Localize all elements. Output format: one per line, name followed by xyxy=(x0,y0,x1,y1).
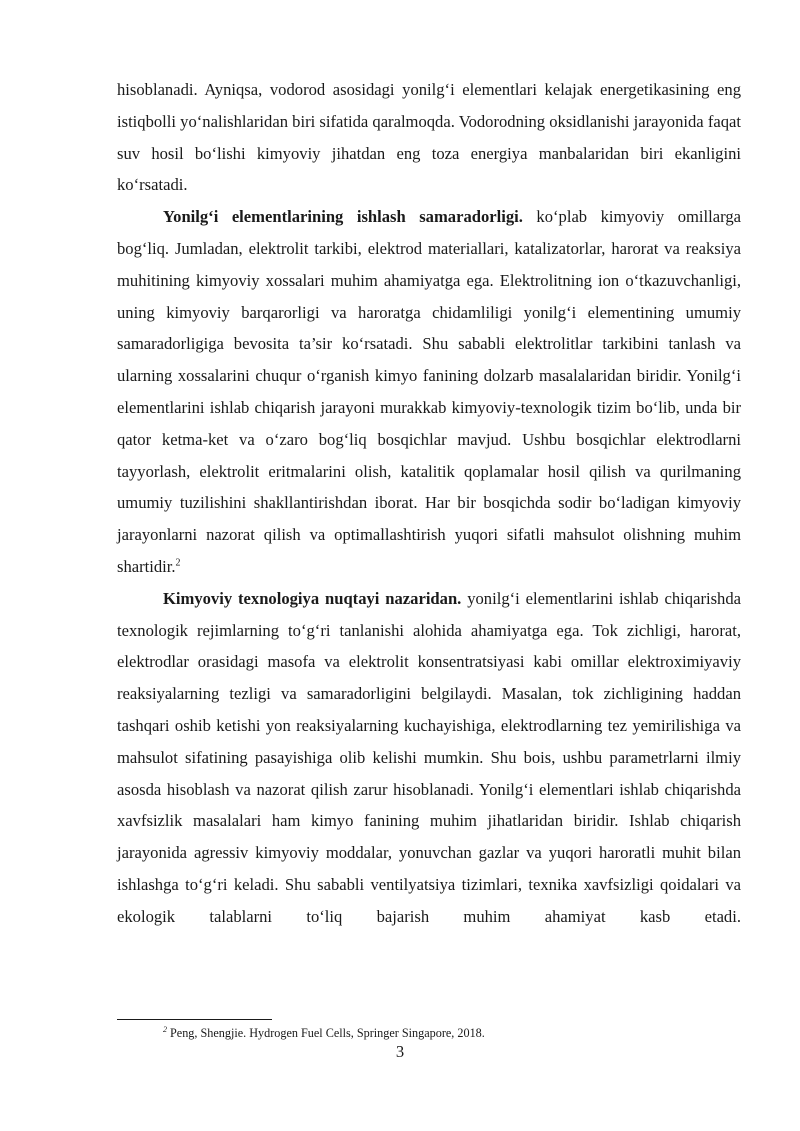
page-number: 3 xyxy=(395,1042,405,1061)
footnote-reference[interactable]: 2 xyxy=(175,557,181,569)
paragraph-intro: hisoblanadi. Ayniqsa, vodorod asosidagi yonilg‘i elementlari kelajak energetikasining eng istiqbolli yo‘nalishlaridan biri sifatida qaralmoqda. Vodorodning oksidlanishi jarayonida faqat suv hosil bo‘lishi kimyoviy jihatdan eng toza energiya manbalaridan biri ekanligini ko‘rsatadi. xyxy=(117,80,741,195)
paragraph-chemical-technology-heading: Kimyoviy texnologiya nuqtayi nazaridan. xyxy=(163,588,462,608)
footnote-text: Peng, Shengjie. Hydrogen Fuel Cells, Springer Singapore, 2018. xyxy=(170,1026,485,1040)
footnote xyxy=(163,1025,485,1041)
paragraph-efficiency-heading: Yonilg‘i elementlarining ishlash samaradorligi. xyxy=(163,207,523,227)
paragraph-efficiency-text: ko‘plab kimyoviy omillarga bog‘liq. Jumladan, elektrolit tarkibi, elektrod materiallari, katalizatorlar, harorat va reaksiya muhitining kimyoviy xossalari muhim ahamiyatga ega. Elektrolitning ion o‘tkazuvchanligi, uning kimyoviy barqarorligi va haroratga chidamliligi yonilg‘i elementining umumiy samaradorligiga bevosita ta’sir ko‘rsatadi. Shu sababli elektrolitlar tarkibini tanlash va ularning xossalarini chuqur o‘rganish kimyo fanining dolzarb masalalaridan biridir. Yonilg‘i elementlarini ishlab chiqarish jarayoni murakkab kimyoviy-texnologik tizim bo‘lib, unda bir qator ketma-ket va o‘zaro bog‘liq bosqichlar mavjud. Ushbu bosqichlar elektrodlarni tayyorlash, elektrolit eritmalarini olish, katalitik qoplamalar hosil qilish va qurilmaning umumiy tuzilishini shakllantirishdan iborat. Har bir bosqichda sodir bo‘ladigan kimyoviy jarayonlarni nazorat qilish va optimallashtirish yuqori sifatli mahsulot olishning muhim shartidir. xyxy=(117,207,741,576)
document-body xyxy=(117,74,741,933)
footnote-marker: 2 xyxy=(163,1024,167,1034)
paragraph-efficiency xyxy=(117,201,741,583)
paragraph-chemical-technology xyxy=(117,583,741,933)
footnote-separator xyxy=(117,1019,272,1020)
paragraph-chemical-technology-text: yonilg‘i elementlarini ishlab chiqarishda texnologik rejimlarning to‘g‘ri tanlanishi alohida ahamiyatga ega. Tok zichligi, harorat, elektrodlar orasidagi masofa va elektrolit konsentratsiyasi kabi omillar elektroximiyaviy reaksiyalarning tezligi va samaradorligini belgilaydi. Masalan, tok zichligining haddan tashqari oshib ketishi yon reaksiyalarning kuchayishiga, elektrodlarning tez yemirilishiga va mahsulot sifatining pasayishiga olib kelishi mumkin. Shu bois, ushbu parametrlarni ilmiy asosda hisoblash va nazorat qilish zarur hisoblanadi. Yonilg‘i elementlari ishlab chiqarishda xavfsizlik masalalari ham kimyo fanining muhim jihatlaridan biridir. Ishlab chiqarish jarayonida agressiv kimyoviy moddalar, yonuvchan gazlar va yuqori haroratli muhit bilan ishlashga to‘g‘ri keladi. Shu sababli ventilyatsiya tizimlari, texnika xavfsizligi qoidalari va ekologik talablarni to‘liq bajarish muhim ahamiyat kasb etadi. xyxy=(117,588,742,926)
